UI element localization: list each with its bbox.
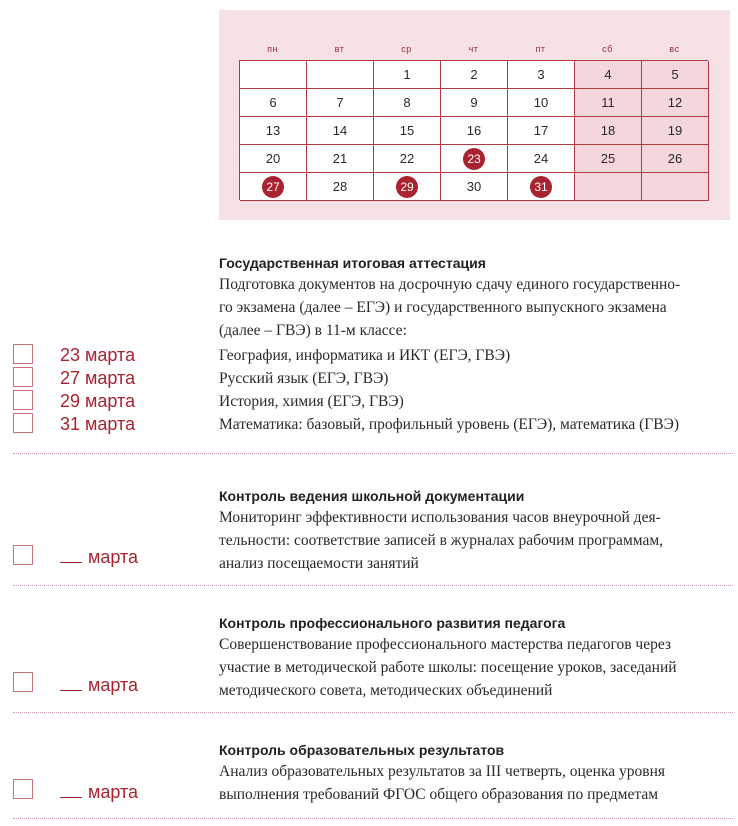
calendar-day: 4	[575, 61, 642, 89]
calendar-day: 20	[240, 145, 307, 173]
checkbox[interactable]	[13, 672, 33, 692]
calendar-day: 3	[508, 61, 575, 89]
description-line: Мониторинг эффективности использования часов внеурочной дея-	[219, 509, 661, 526]
calendar-day: 13	[240, 117, 307, 145]
date-entry	[60, 675, 138, 696]
exam-date: 31 марта	[60, 414, 136, 434]
calendar-day: 18	[575, 117, 642, 145]
date-blank[interactable]	[60, 548, 82, 563]
calendar-empty-cell	[642, 173, 709, 201]
highlighted-day: 23	[463, 148, 485, 170]
calendar-day: 28	[307, 173, 374, 201]
calendar-day: 7	[307, 89, 374, 117]
exam-subjects: География, информатика и ИКТ (ЕГЭ, ГВЭ)	[219, 347, 511, 364]
date-entry	[60, 547, 138, 568]
calendar-day: 11	[575, 89, 642, 117]
description-line: участие в методической работе школы: посещение уроков, заседаний	[219, 659, 677, 676]
calendar-day	[441, 145, 508, 173]
calendar-grid	[239, 60, 708, 200]
calendar-day: 5	[642, 61, 709, 89]
section-divider	[13, 453, 733, 454]
section-description-gia	[219, 273, 734, 342]
checkbox[interactable]	[13, 413, 33, 433]
exam-date: 23 марта	[60, 345, 136, 365]
calendar-day: 19	[642, 117, 709, 145]
section-divider	[13, 712, 733, 713]
calendar	[219, 10, 730, 220]
calendar-day: 6	[240, 89, 307, 117]
calendar-day	[240, 173, 307, 201]
calendar-day: 21	[307, 145, 374, 173]
calendar-empty-cell	[575, 173, 642, 201]
calendar-empty-cell	[240, 61, 307, 89]
exam-subjects: История, химия (ЕГЭ, ГВЭ)	[219, 393, 404, 410]
weekday-label: вс	[669, 44, 680, 54]
weekday-label: чт	[468, 44, 479, 54]
calendar-day: 10	[508, 89, 575, 117]
section-description-documentation	[219, 506, 734, 575]
checkbox[interactable]	[13, 367, 33, 387]
calendar-day: 1	[374, 61, 441, 89]
exam-date: 27 марта	[60, 368, 136, 388]
calendar-day: 22	[374, 145, 441, 173]
section-description-results	[219, 760, 734, 806]
exam-date: 29 марта	[60, 391, 136, 411]
calendar-day: 12	[642, 89, 709, 117]
description-line: выполнения требований ФГОС общего образования по предметам	[219, 786, 659, 803]
description-line: Совершенствование профессионального мастерства педагогов через	[219, 636, 672, 653]
date-blank[interactable]	[60, 676, 82, 691]
checkbox[interactable]	[13, 779, 33, 799]
section-divider	[13, 585, 733, 586]
description-line: Анализ образовательных результатов за III четверть, оценка уровня	[219, 763, 666, 780]
section-title-results: Контроль образовательных результатов	[219, 742, 505, 758]
weekday-label: пт	[535, 44, 546, 54]
section-title-teacher-development: Контроль профессионального развития педагога	[219, 615, 566, 631]
calendar-day: 14	[307, 117, 374, 145]
calendar-day: 9	[441, 89, 508, 117]
highlighted-day: 31	[530, 176, 552, 198]
calendar-day: 17	[508, 117, 575, 145]
exam-subjects: Русский язык (ЕГЭ, ГВЭ)	[219, 370, 389, 387]
highlighted-day: 29	[396, 176, 418, 198]
section-divider	[13, 818, 733, 819]
weekday-header	[239, 44, 708, 54]
calendar-day: 30	[441, 173, 508, 201]
calendar-day	[508, 173, 575, 201]
section-title-gia: Государственная итоговая аттестация	[219, 255, 486, 271]
description-line: анализ посещаемости занятий	[219, 555, 419, 572]
calendar-day	[374, 173, 441, 201]
calendar-perforated-edge	[219, 4, 730, 12]
calendar-day: 25	[575, 145, 642, 173]
section-description-teacher-development	[219, 633, 734, 702]
calendar-day: 2	[441, 61, 508, 89]
date-entry	[60, 782, 138, 803]
description-line: методического совета, методических объединений	[219, 682, 553, 699]
calendar-day: 15	[374, 117, 441, 145]
highlighted-day: 27	[262, 176, 284, 198]
weekday-label: вт	[334, 44, 345, 54]
exam-subjects: Математика: базовый, профильный уровень (ЕГЭ), математика (ГВЭ)	[219, 416, 679, 433]
weekday-label: сб	[602, 44, 613, 54]
checkbox[interactable]	[13, 344, 33, 364]
checkbox[interactable]	[13, 390, 33, 410]
description-line: Подготовка документов на досрочную сдачу единого государственно-	[219, 276, 681, 293]
month-label: марта	[88, 547, 139, 567]
date-blank[interactable]	[60, 783, 82, 798]
calendar-empty-cell	[307, 61, 374, 89]
calendar-day: 26	[642, 145, 709, 173]
weekday-label: ср	[401, 44, 412, 54]
section-title-documentation: Контроль ведения школьной документации	[219, 488, 525, 504]
calendar-day: 8	[374, 89, 441, 117]
checkbox[interactable]	[13, 545, 33, 565]
description-line: го экзамена (далее – ЕГЭ) и государственного выпускного экзамена	[219, 299, 667, 316]
month-label: марта	[88, 675, 139, 695]
description-line: тельности: соответствие записей в журналах рабочим программам,	[219, 532, 664, 549]
calendar-day: 16	[441, 117, 508, 145]
calendar-day: 24	[508, 145, 575, 173]
description-line: (далее – ГВЭ) в 11-м классе:	[219, 322, 407, 339]
month-label: марта	[88, 782, 139, 802]
weekday-label: пн	[267, 44, 278, 54]
